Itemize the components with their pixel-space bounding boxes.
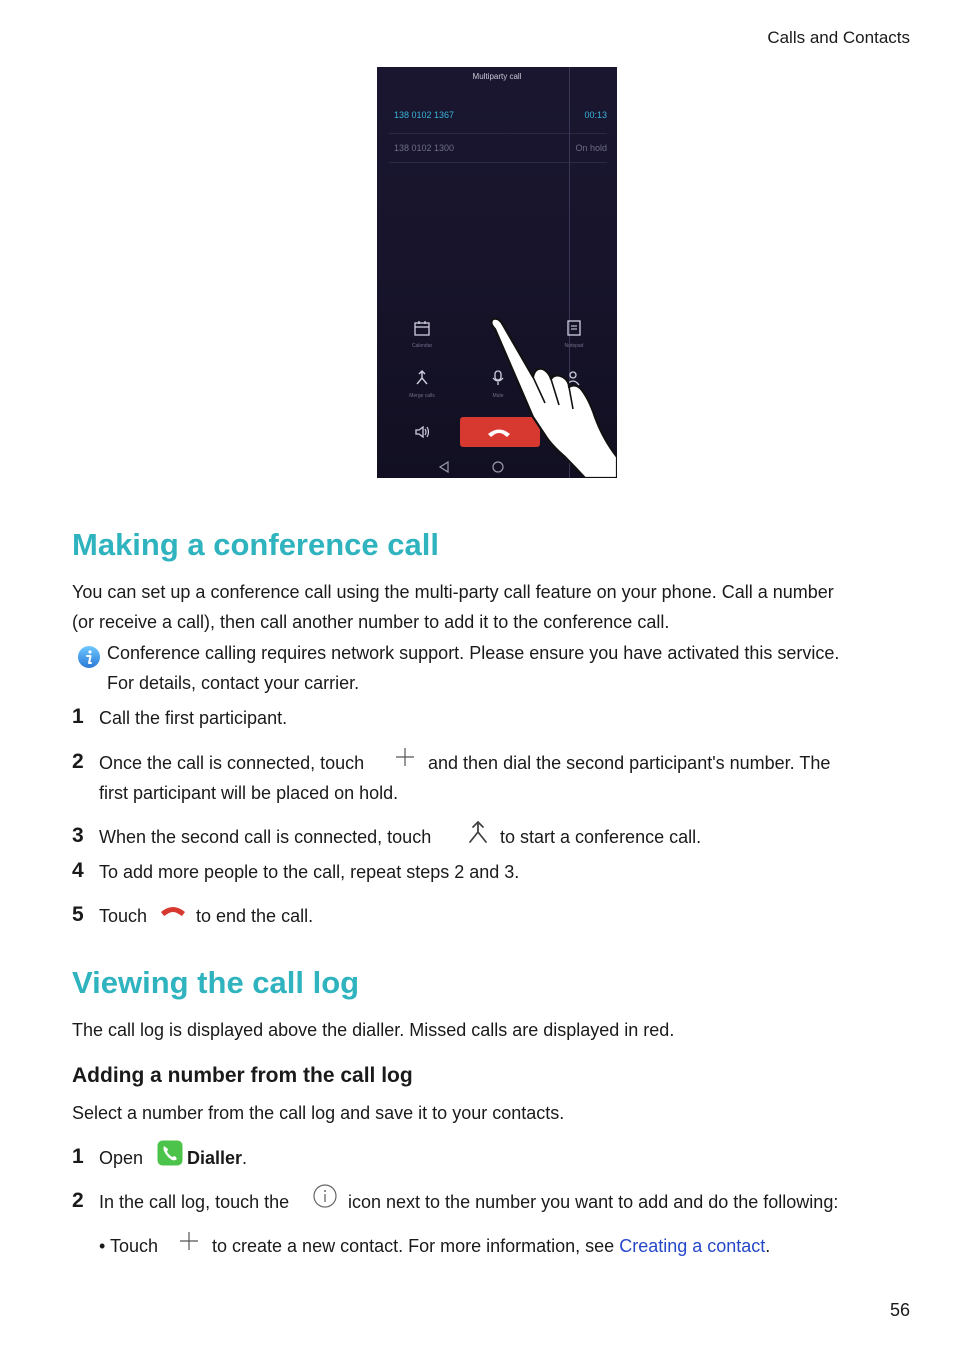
bullet-item bbox=[99, 1231, 158, 1261]
call-row-held bbox=[394, 143, 607, 157]
phone-screenshot bbox=[377, 67, 617, 478]
bullet-dot: • bbox=[99, 1236, 106, 1256]
tapping-hand-icon bbox=[485, 317, 617, 478]
speaker-icon bbox=[413, 423, 431, 441]
intro-line: (or receive a call), then call another number to add it to the conference call. bbox=[72, 612, 670, 632]
bullet-text-after: . bbox=[765, 1236, 771, 1256]
step-text bbox=[99, 748, 364, 778]
step-text: To add more people to the call, repeat steps 2 and 3. bbox=[99, 862, 520, 882]
call-row-active bbox=[394, 110, 607, 124]
calendar-label: Calendar bbox=[411, 343, 433, 349]
merge-calls-icon bbox=[413, 369, 431, 387]
step-number: 2 bbox=[72, 1189, 84, 1212]
step-number: 3 bbox=[72, 824, 84, 847]
section-heading-call-log: Viewing the call log bbox=[72, 965, 360, 1000]
merge-calls-icon bbox=[465, 819, 491, 845]
step-number: 4 bbox=[72, 859, 84, 882]
divider bbox=[389, 133, 607, 134]
page-number: 56 bbox=[889, 1300, 910, 1320]
bullet-text-middle: to create a new contact. For more information, see bbox=[212, 1236, 615, 1256]
notepad-label: Notepad bbox=[564, 343, 584, 349]
note-line: Conference calling requires network support. Please ensure you have activated this service. bbox=[107, 643, 840, 663]
call-status: On hold bbox=[575, 143, 607, 153]
creating-contact-link[interactable]: Creating a contact bbox=[619, 1236, 766, 1256]
running-header: Calls and Contacts bbox=[767, 28, 910, 47]
call-log-intro: The call log is displayed above the dialler. Missed calls are displayed in red. bbox=[72, 1020, 675, 1040]
add-icon bbox=[179, 1231, 199, 1251]
step-text-after: and then dial the second participant's number. The bbox=[428, 753, 831, 773]
app-name-dialler: Dialler bbox=[187, 1148, 243, 1168]
bullet-text-before: Touch bbox=[110, 1236, 159, 1256]
step-text-before: In the call log, touch the bbox=[99, 1192, 290, 1212]
mute-label: Mute bbox=[492, 393, 504, 399]
step-number: 1 bbox=[72, 705, 84, 728]
call-number: 138 0102 1367 bbox=[394, 110, 455, 120]
step-text: Call the first participant. bbox=[99, 708, 288, 728]
intro-line: You can set up a conference call using the multi-party call feature on your phone. Call a number bbox=[72, 582, 834, 602]
step-text-after: to start a conference call. bbox=[500, 827, 702, 847]
info-note-icon bbox=[77, 645, 101, 669]
merge-calls-label: Merge calls bbox=[409, 393, 435, 399]
bullet-text bbox=[212, 1231, 770, 1261]
step-text-before: Open bbox=[99, 1148, 144, 1168]
step-text-after: . bbox=[242, 1148, 248, 1168]
step-text-after: icon next to the number you want to add and do the following: bbox=[348, 1192, 839, 1212]
add-number-intro: Select a number from the call log and save it to your contacts. bbox=[72, 1103, 565, 1123]
info-icon bbox=[313, 1184, 337, 1208]
calendar-icon bbox=[413, 319, 431, 337]
end-call-icon bbox=[159, 903, 187, 917]
network-note bbox=[107, 638, 839, 698]
call-number: 138 0102 1300 bbox=[394, 143, 455, 153]
step-number: 1 bbox=[72, 1145, 84, 1168]
step-text-line2: first participant will be placed on hold. bbox=[99, 783, 399, 803]
call-timer: 00:13 bbox=[584, 110, 607, 120]
subheading-add-number: Adding a number from the call log bbox=[72, 1064, 413, 1087]
step-text-before: Once the call is connected, touch bbox=[99, 753, 365, 773]
step-text-after: to end the call. bbox=[196, 906, 314, 926]
divider bbox=[389, 162, 607, 163]
phone-title: Multiparty call bbox=[472, 72, 522, 81]
step-number: 5 bbox=[72, 903, 84, 926]
step-number: 2 bbox=[72, 750, 84, 773]
add-icon bbox=[395, 747, 415, 767]
step-text-before: When the second call is connected, touch bbox=[99, 827, 432, 847]
step-text bbox=[187, 1143, 247, 1173]
back-icon bbox=[437, 460, 451, 474]
conference-intro bbox=[72, 577, 834, 637]
section-heading-conference: Making a conference call bbox=[72, 527, 439, 562]
step-text-before: Touch bbox=[99, 906, 148, 926]
dialler-app-icon bbox=[157, 1140, 183, 1166]
note-line: For details, contact your carrier. bbox=[107, 673, 360, 693]
